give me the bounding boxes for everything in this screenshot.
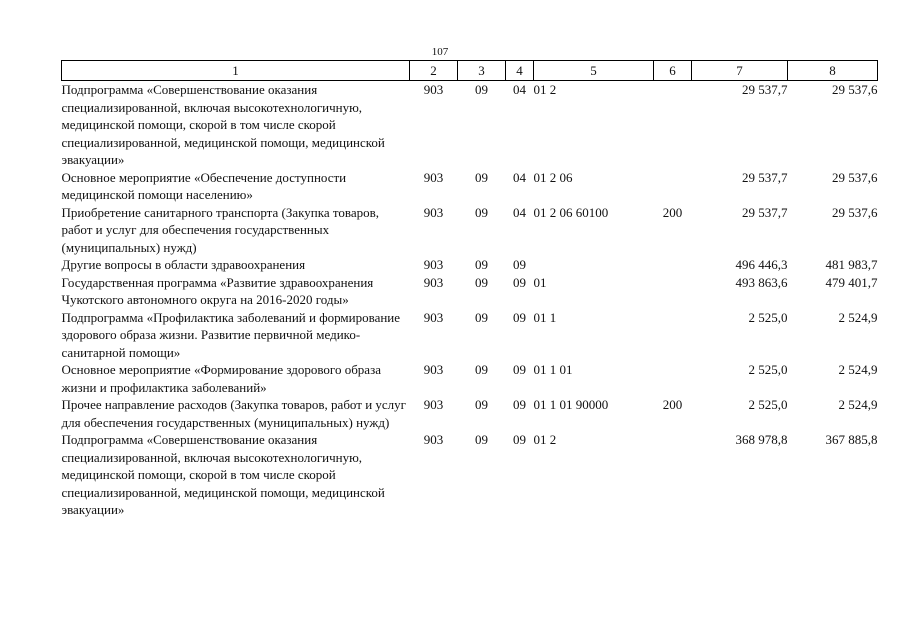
subsection-code: 09 [513, 257, 526, 272]
section-code: 09 [475, 362, 488, 377]
table-row [62, 274, 878, 309]
section-code: 09 [475, 204, 488, 220]
amount-executed: 481 983,7 [825, 257, 878, 272]
column-header: 4 [506, 61, 534, 81]
amount-planned: 29 537,7 [742, 204, 788, 220]
column-header: 7 [692, 61, 788, 81]
ministry-code: 903 [423, 397, 444, 412]
amount-planned: 2 525,0 [748, 362, 788, 377]
amount-planned: 493 863,6 [735, 274, 788, 290]
expense-type-code: 200 [662, 397, 683, 412]
row-name: Основное мероприятие «Обеспечение доступности медицинской помощи населению» [61, 169, 347, 202]
subsection-code: 04 [513, 204, 526, 220]
subsection-code: 04 [513, 169, 526, 185]
target-article-code: 01 1 01 [533, 362, 573, 377]
amount-executed: 29 537,6 [832, 204, 878, 220]
target-article-code: 01 2 06 60100 [533, 204, 609, 220]
amount-executed: 2 524,9 [838, 362, 878, 377]
ministry-code: 903 [423, 362, 444, 377]
ministry-code: 903 [423, 432, 444, 447]
amount-executed: 367 885,8 [825, 432, 878, 447]
table-row [62, 396, 878, 431]
expense-type-code [654, 256, 692, 274]
row-name: Государственная программа «Развитие здравоохранения Чукотского автономного округа на 2016-2020 годы» [61, 274, 374, 307]
amount-executed: 2 524,9 [838, 309, 878, 325]
section-code: 09 [475, 82, 488, 97]
amount-planned: 2 525,0 [748, 309, 788, 325]
subsection-code: 09 [513, 432, 526, 447]
subsection-code: 09 [513, 274, 526, 290]
amount-planned: 496 446,3 [735, 257, 788, 272]
table-row [62, 169, 878, 204]
budget-table [61, 60, 878, 519]
row-name: Другие вопросы в области здравоохранения [61, 257, 306, 272]
row-name: Приобретение санитарного транспорта (Закупка товаров, работ и услуг для обеспечения государственных (муниципальных) нужд) [61, 204, 380, 255]
ministry-code: 903 [423, 169, 444, 185]
ministry-code: 903 [423, 274, 444, 290]
table-row [62, 361, 878, 396]
target-article-code [534, 256, 654, 274]
section-code: 09 [475, 274, 488, 290]
amount-planned: 368 978,8 [735, 432, 788, 447]
target-article-code: 01 [533, 274, 547, 290]
amount-executed: 479 401,7 [825, 274, 878, 290]
subsection-code: 04 [513, 82, 526, 97]
ministry-code: 903 [423, 257, 444, 272]
section-code: 09 [475, 309, 488, 325]
table-row [62, 431, 878, 519]
expense-type-code [654, 431, 692, 519]
row-name: Основное мероприятие «Формирование здорового образа жизни и профилактика заболеваний» [61, 362, 381, 395]
ministry-code: 903 [423, 309, 444, 325]
expense-type-code [654, 309, 692, 362]
table-header-row [62, 61, 878, 81]
section-code: 09 [475, 397, 488, 412]
target-article-code: 01 1 [533, 309, 557, 325]
expense-type-code: 200 [662, 204, 683, 220]
target-article-code: 01 2 [533, 82, 557, 97]
column-header: 3 [458, 61, 506, 81]
column-header: 6 [654, 61, 692, 81]
table-row [62, 309, 878, 362]
column-header: 5 [534, 61, 654, 81]
subsection-code: 09 [513, 362, 526, 377]
ministry-code: 903 [423, 204, 444, 220]
amount-planned: 29 537,7 [742, 82, 788, 97]
amount-executed: 29 537,6 [832, 82, 878, 97]
expense-type-code [654, 169, 692, 204]
column-header: 1 [62, 61, 410, 81]
row-name: Подпрограмма «Совершенствование оказания специализированной, включая высокотехнологичную, медицинской помощи, скорой в том числе скорой специализированной, медицинской помощи, медицинской эвакуации» [61, 82, 385, 167]
target-article-code: 01 2 [533, 432, 557, 447]
column-header: 8 [788, 61, 878, 81]
section-code: 09 [475, 432, 488, 447]
expense-type-code [654, 274, 692, 309]
subsection-code: 09 [513, 309, 526, 325]
table-row [62, 81, 878, 169]
ministry-code: 903 [423, 82, 444, 97]
subsection-code: 09 [513, 397, 526, 412]
section-code: 09 [475, 257, 488, 272]
amount-executed: 29 537,6 [832, 169, 878, 185]
target-article-code: 01 2 06 [533, 169, 573, 185]
expense-type-code [654, 81, 692, 169]
table-row [62, 204, 878, 257]
row-name: Прочее направление расходов (Закупка товаров, работ и услуг для обеспечения государственных (муниципальных) нужд) [61, 397, 406, 430]
section-code: 09 [475, 169, 488, 185]
page-number: 107 [431, 46, 449, 58]
amount-planned: 29 537,7 [742, 169, 788, 185]
row-name: Подпрограмма «Профилактика заболеваний и формирование здорового образа жизни. Развитие первичной медико-санитарной помощи» [61, 309, 401, 360]
row-name: Подпрограмма «Совершенствование оказания специализированной, включая высокотехнологичную, медицинской помощи, скорой в том числе скорой специализированной, медицинской помощи, медицинской эвакуации» [61, 432, 385, 517]
amount-executed: 2 524,9 [838, 397, 878, 412]
column-header: 2 [410, 61, 458, 81]
expense-type-code [654, 361, 692, 396]
amount-planned: 2 525,0 [748, 397, 788, 412]
table-row [62, 256, 878, 274]
target-article-code: 01 1 01 90000 [533, 397, 609, 412]
